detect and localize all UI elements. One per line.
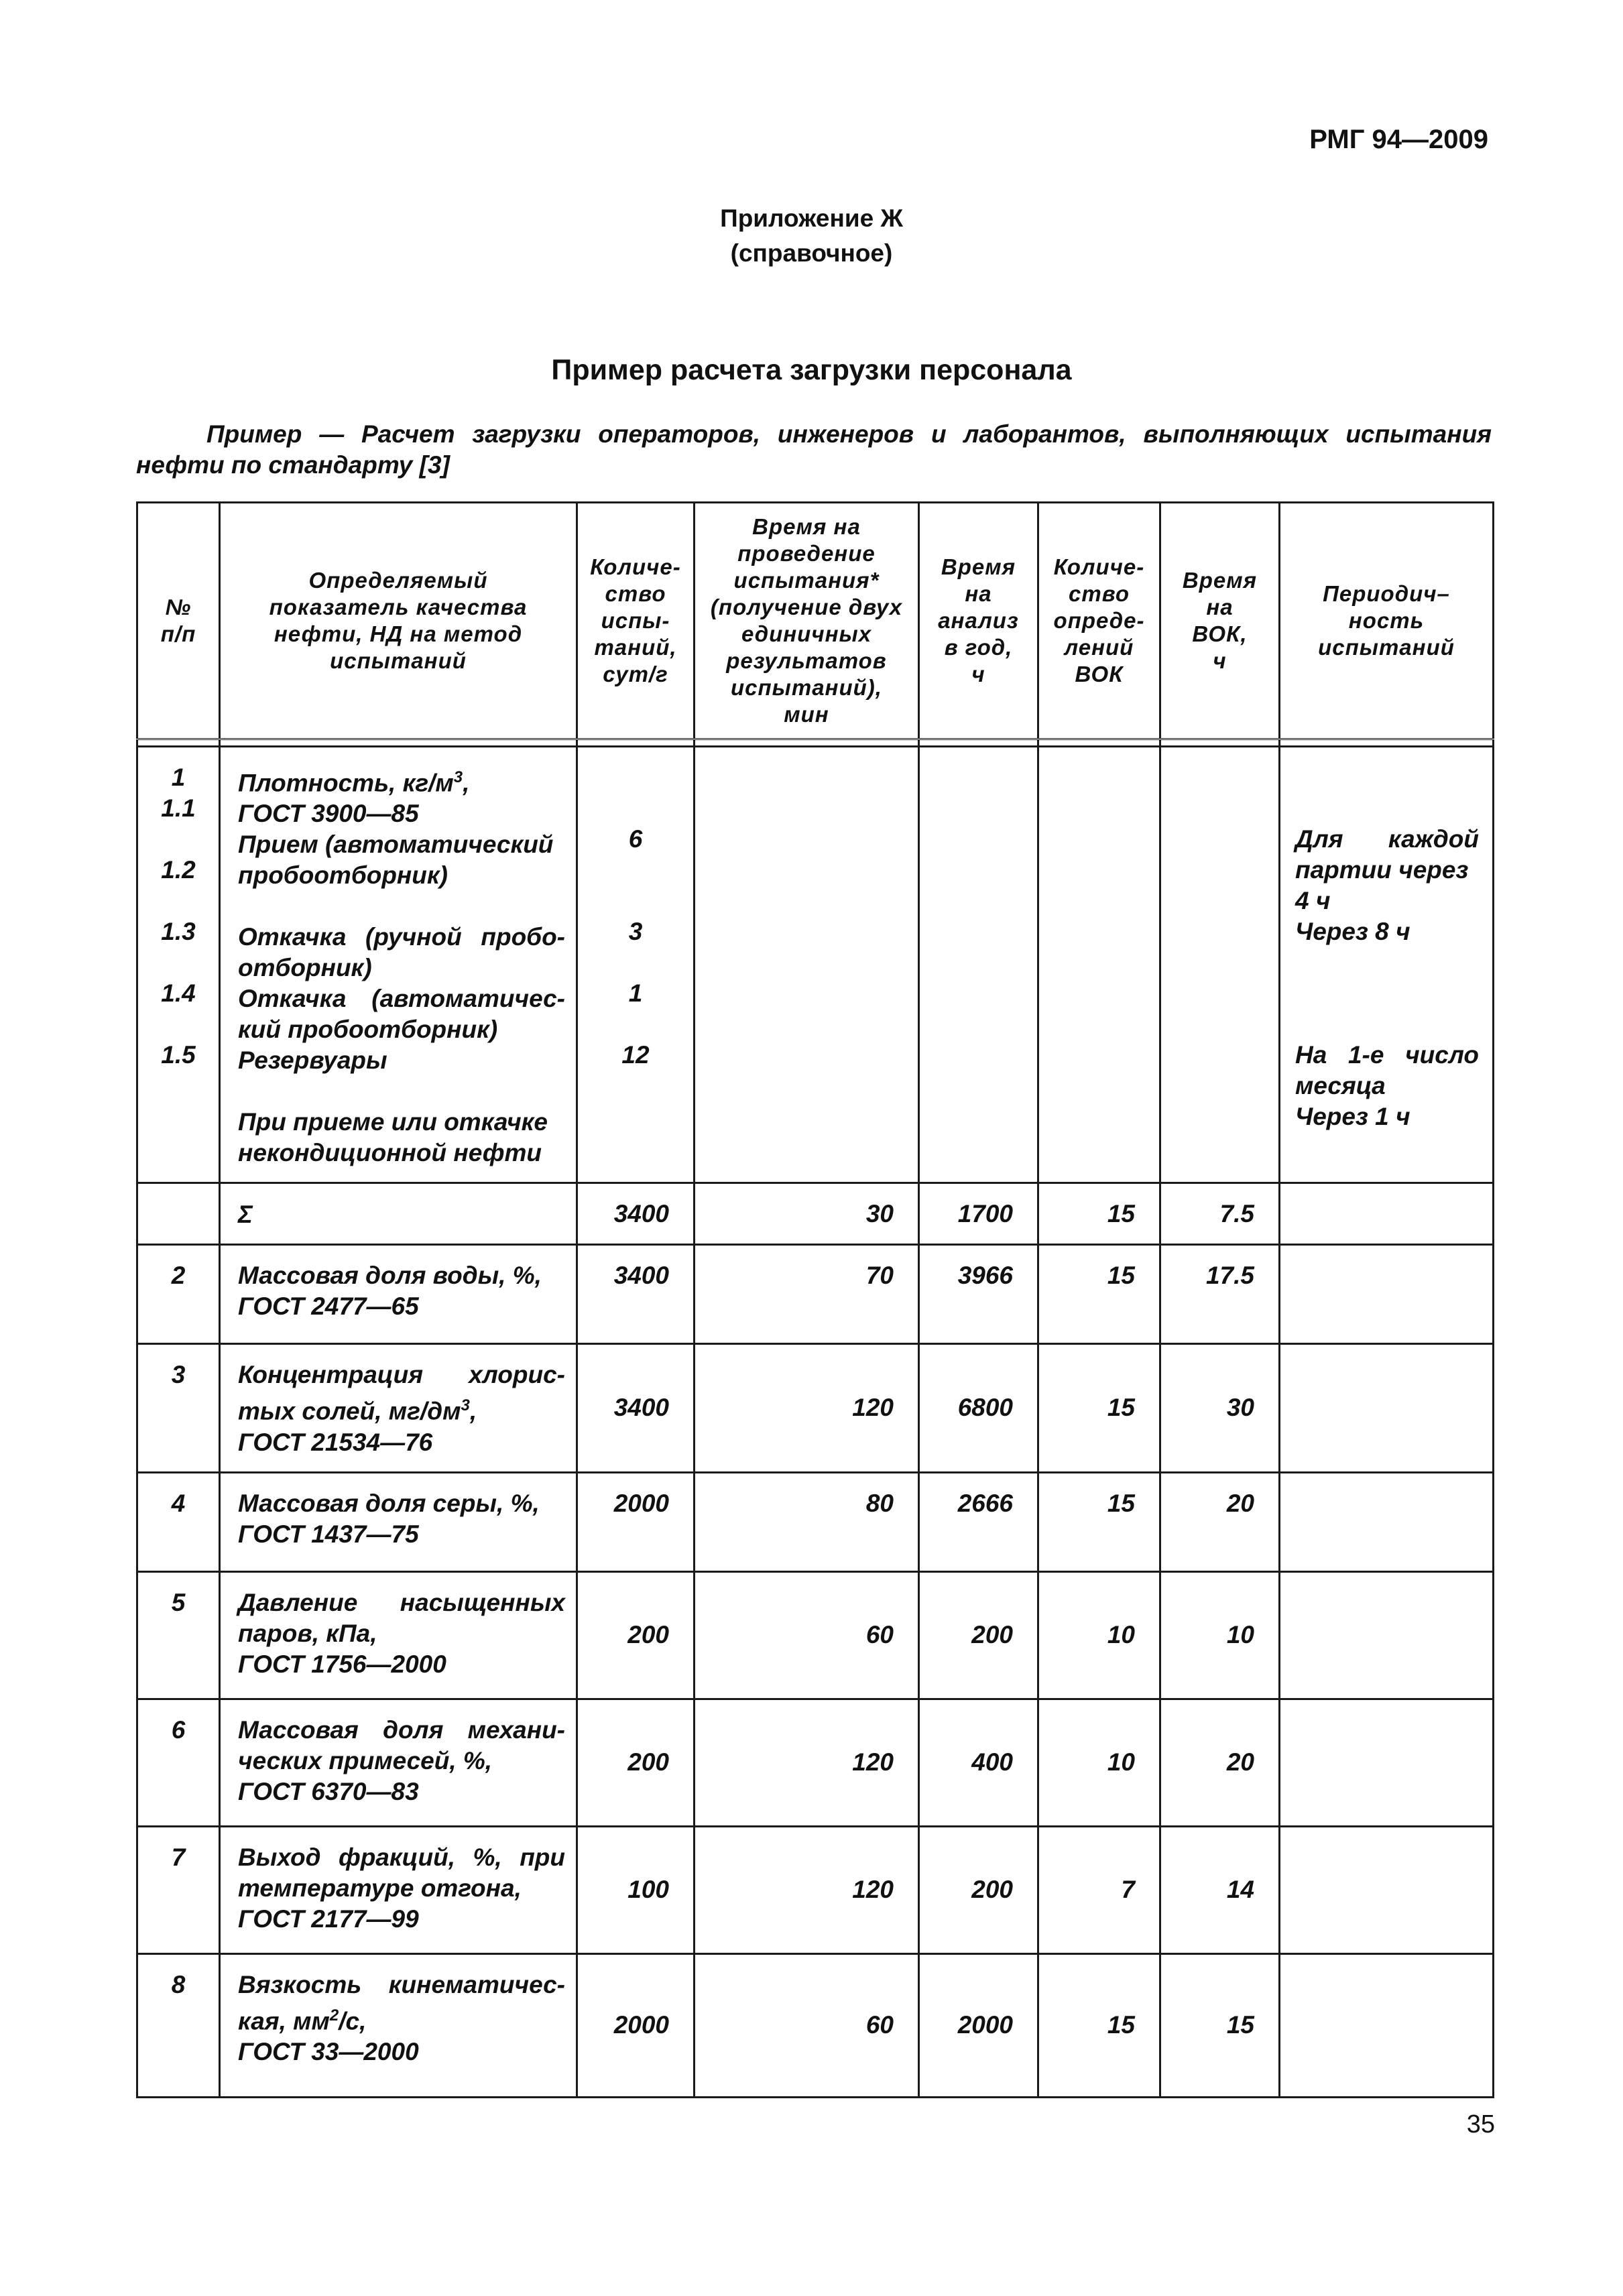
spacer <box>578 855 693 886</box>
indicator-cell <box>220 747 577 1183</box>
intro-paragraph <box>136 419 1492 481</box>
superscript: 3 <box>461 1396 470 1415</box>
row-number: 1.2 <box>161 856 196 884</box>
annex-title: Приложение Ж <box>720 204 903 232</box>
indicator-line: ГОСТ 33—2000 <box>238 2037 419 2065</box>
indicator-line: ГОСТ 1756—2000 <box>238 1650 446 1678</box>
annex-subtitle: (справочное) <box>730 239 893 267</box>
empty-cell <box>1280 1245 1494 1344</box>
header-line: ВОК <box>1075 662 1124 686</box>
test-time-value: 120 <box>695 1826 919 1953</box>
intro-line-1: Пример — Расчет загрузки операторов, инженеров и лаборантов, выполняющих испытания <box>206 420 1492 448</box>
empty-cell <box>1280 1183 1494 1245</box>
table-body <box>137 1245 1494 2097</box>
header-test-time <box>695 503 919 739</box>
intro-line-2: нефти по стандарту [3] <box>136 451 450 479</box>
test-count-value: 3400 <box>577 1344 695 1472</box>
indicator-line: Откачка (ручной пробо- <box>238 923 565 951</box>
empty-cell <box>1280 1699 1494 1826</box>
empty-cell <box>1280 1826 1494 1953</box>
row-number: 1.4 <box>161 979 196 1007</box>
header-number <box>137 503 220 739</box>
vok-time-value: 20 <box>1160 1699 1280 1826</box>
indicator-cell <box>220 1344 577 1472</box>
row-number: 2 <box>137 1245 220 1344</box>
spacer <box>578 762 693 793</box>
header-line: ство <box>1069 581 1130 606</box>
test-time-value: 70 <box>695 1245 919 1344</box>
yearly-time-value: 200 <box>919 1571 1038 1699</box>
test-count-value: 100 <box>577 1826 695 1953</box>
test-time-value: 120 <box>695 1344 919 1472</box>
sum-test-count: 3400 <box>577 1183 695 1245</box>
test-time-value: 120 <box>695 1699 919 1826</box>
indicator-text: Плотность, кг/м <box>238 769 454 797</box>
vok-count-value: 15 <box>1038 1344 1160 1472</box>
header-test-count <box>577 503 695 739</box>
header-line: Периодич– <box>1323 581 1450 606</box>
row-number: 1.1 <box>161 794 196 822</box>
row-number: 1.5 <box>161 1041 196 1069</box>
test-count-value: 2000 <box>577 1472 695 1571</box>
header-line: Количе- <box>590 554 681 579</box>
indicator-cell <box>220 1826 577 1953</box>
spacer <box>578 793 693 824</box>
indicator-line: ГОСТ 21534—76 <box>238 1428 433 1456</box>
indicator-line: Концентрация хлорис- <box>238 1361 565 1389</box>
table-row <box>137 1344 1494 1472</box>
periodicity-cell <box>1280 747 1494 1183</box>
header-line: (получение двух <box>710 595 903 619</box>
spacer <box>238 1076 565 1107</box>
vok-count-value: 7 <box>1038 1826 1160 1953</box>
indicator-line: кий пробоотборник) <box>238 1016 498 1044</box>
empty-cell <box>1160 747 1280 1183</box>
header-line: опреде- <box>1053 608 1145 633</box>
page-number: 35 <box>1466 2110 1495 2138</box>
table-row <box>137 1699 1494 1826</box>
page-title: Пример расчета загрузки персонала <box>551 354 1072 386</box>
header-indicator <box>220 503 577 739</box>
spacer <box>1295 793 1479 824</box>
yearly-time-value: 400 <box>919 1699 1038 1826</box>
indicator-line: паров, кПа, <box>238 1619 377 1647</box>
header-line: на <box>965 581 992 606</box>
header-line: Время <box>1182 568 1258 593</box>
header-line: ность <box>1348 608 1425 633</box>
row-number: 5 <box>137 1571 220 1699</box>
table-row <box>137 1953 1494 2097</box>
vok-count-value: 15 <box>1038 1245 1160 1344</box>
sum-yearly-time: 1700 <box>919 1183 1038 1245</box>
row-number: 7 <box>137 1826 220 1953</box>
header-line: таний, <box>594 635 677 660</box>
spacer <box>1295 978 1479 1009</box>
row-number: 8 <box>137 1953 220 2097</box>
spacer <box>238 891 565 922</box>
yearly-time-value: 200 <box>919 1826 1038 1953</box>
test-time-value: 60 <box>695 1571 919 1699</box>
header-line: результатов <box>726 648 887 673</box>
vok-time-value: 30 <box>1160 1344 1280 1472</box>
indicator-line: Выход фракций, %, при <box>238 1843 565 1871</box>
test-count-value: 200 <box>577 1699 695 1826</box>
indicator-cell <box>220 1472 577 1571</box>
table-row <box>137 1571 1494 1699</box>
test-time-value: 80 <box>695 1472 919 1571</box>
table-row-sum <box>137 1183 1494 1245</box>
header-line: мин <box>784 702 829 727</box>
row-number: 6 <box>137 1699 220 1826</box>
workload-table <box>136 501 1494 2098</box>
row-number: 4 <box>137 1472 220 1571</box>
test-count-value: 2000 <box>577 1953 695 2097</box>
indicator-line: Массовая доля воды, %, <box>238 1262 542 1290</box>
annex-heading <box>0 201 1623 271</box>
empty-cell <box>1280 1344 1494 1472</box>
header-line: лений <box>1064 635 1134 660</box>
header-line: испытания* <box>733 568 880 593</box>
header-line: ВОК, <box>1192 621 1248 646</box>
empty-cell <box>137 1183 220 1245</box>
header-line: № <box>165 595 192 619</box>
indicator-line: пробоотборник) <box>238 861 448 890</box>
header-vok-count <box>1038 503 1160 739</box>
vok-time-value: 20 <box>1160 1472 1280 1571</box>
header-line: Время <box>941 554 1016 579</box>
superscript: 2 <box>329 2006 339 2025</box>
test-count-value: 6 <box>628 825 643 853</box>
empty-cell <box>695 747 919 1183</box>
vok-time-value: 15 <box>1160 1953 1280 2097</box>
spacer <box>578 886 693 916</box>
header-line: испы- <box>601 608 670 633</box>
test-count-cell <box>577 747 695 1183</box>
sum-label: Σ <box>220 1183 577 1245</box>
header-divider <box>137 739 1494 747</box>
vok-count-value: 10 <box>1038 1571 1160 1699</box>
indicator-line: Откачка (автоматичес- <box>238 985 565 1013</box>
header-line: испытаний <box>1318 635 1455 660</box>
header-line: испытаний <box>330 648 467 673</box>
document-code: РМГ 94—2009 <box>1309 125 1488 154</box>
sum-vok-time: 7.5 <box>1160 1183 1280 1245</box>
indicator-line: Давление насыщенных <box>238 1588 565 1616</box>
table-row-density <box>137 747 1494 1183</box>
yearly-time-value: 6800 <box>919 1344 1038 1472</box>
indicator-line: кая, $мм^2/с$, <box>238 2006 367 2035</box>
indicator-line: ГОСТ 2177—99 <box>238 1905 419 1933</box>
indicator-line: некондиционной нефти <box>238 1139 542 1167</box>
indicator-cell <box>220 1699 577 1826</box>
header-line: анализ <box>938 608 1019 633</box>
spacer <box>138 886 219 916</box>
vok-count-value: 10 <box>1038 1699 1160 1826</box>
indicator-cell <box>220 1953 577 2097</box>
test-count-value: 200 <box>577 1571 695 1699</box>
indicator-line: Резервуары <box>238 1046 387 1075</box>
indicator-line: температуре отгона, <box>238 1874 522 1902</box>
test-time-value: 60 <box>695 1953 919 2097</box>
indicator-line: ГОСТ 1437—75 <box>238 1520 419 1548</box>
periodicity-line: партии через <box>1295 856 1469 884</box>
spacer <box>578 947 693 978</box>
test-count-value: 12 <box>621 1041 650 1069</box>
periodicity-line: Для каждой <box>1295 825 1479 853</box>
periodicity-line: На 1-е число <box>1295 1041 1479 1069</box>
header-line: проведение <box>737 541 876 566</box>
header-line: ство <box>605 581 666 606</box>
indicator-cell <box>220 1245 577 1344</box>
header-line: на <box>1206 595 1234 619</box>
header-line: сут/г <box>603 662 668 686</box>
empty-cell <box>1280 1953 1494 2097</box>
indicator-line: тых солей, $мг/дм^3$, <box>238 1396 477 1425</box>
row-number-cell <box>137 747 220 1183</box>
periodicity-line: Через 1 ч <box>1295 1103 1410 1130</box>
header-line: ч <box>1213 648 1227 673</box>
test-count-value: 3 <box>628 918 643 945</box>
yearly-time-value: 3966 <box>919 1245 1038 1344</box>
indicator-line: ГОСТ 3900—85 <box>238 800 419 828</box>
header-line: Время на <box>752 514 861 539</box>
header-line: нефти, НД на метод <box>274 621 523 646</box>
indicator-line: отборник) <box>238 954 372 982</box>
vok-time-value: 17.5 <box>1160 1245 1280 1344</box>
indicator-line: ГОСТ 6370—83 <box>238 1777 419 1805</box>
sum-test-time: 30 <box>695 1183 919 1245</box>
vok-count-value: 15 <box>1038 1953 1160 2097</box>
indicator-line <box>238 762 565 798</box>
table-row <box>137 1245 1494 1344</box>
yearly-time-value: 2666 <box>919 1472 1038 1571</box>
periodicity-line: 4 ч <box>1295 887 1331 914</box>
spacer <box>1295 947 1479 978</box>
periodicity-line: месяца <box>1295 1072 1386 1099</box>
superscript: 3 <box>453 768 463 786</box>
indicator-line: Массовая доля серы, %, <box>238 1489 540 1517</box>
periodicity-line: Через 8 ч <box>1295 918 1410 945</box>
indicator-line: ческих примесей, %, <box>238 1746 493 1774</box>
spacer <box>138 824 219 855</box>
row-number: 3 <box>137 1344 220 1472</box>
row-number: 1.3 <box>161 918 196 945</box>
header-line: показатель качества <box>269 595 528 619</box>
spacer <box>578 1009 693 1040</box>
spacer <box>1295 1009 1479 1040</box>
spacer <box>138 947 219 978</box>
indicator-text: , <box>463 769 470 797</box>
table-row <box>137 1826 1494 1953</box>
vok-time-value: 10 <box>1160 1571 1280 1699</box>
header-line: п/п <box>160 621 196 646</box>
yearly-time-value: 2000 <box>919 1953 1038 2097</box>
empty-cell <box>1038 747 1160 1183</box>
indicator-line: ГОСТ 2477—65 <box>238 1292 419 1321</box>
header-vok-time <box>1160 503 1280 739</box>
header-line: испытаний), <box>731 675 882 700</box>
empty-cell <box>919 747 1038 1183</box>
header-line: Определяемый <box>308 568 488 593</box>
empty-cell <box>1280 1571 1494 1699</box>
header-periodicity <box>1280 503 1494 739</box>
test-count-value: 1 <box>628 979 643 1007</box>
indicator-line: При приеме или откачке <box>238 1108 548 1136</box>
vok-time-value: 14 <box>1160 1826 1280 1953</box>
table-row <box>137 1472 1494 1571</box>
test-count-value: 3400 <box>577 1245 695 1344</box>
vok-count-value: 15 <box>1038 1472 1160 1571</box>
header-line: в год, <box>944 635 1013 660</box>
header-line: ч <box>971 662 985 686</box>
indicator-line: Массовая доля механи- <box>238 1715 565 1744</box>
indicator-line: Прием (автоматический <box>238 831 554 859</box>
header-line: Количе- <box>1053 554 1145 579</box>
empty-cell <box>1280 1472 1494 1571</box>
indicator-cell <box>220 1571 577 1699</box>
header-line: единичных <box>741 621 872 646</box>
row-number: 1 <box>171 764 186 791</box>
table-header-row <box>137 503 1494 739</box>
header-yearly-time <box>919 503 1038 739</box>
sum-vok-count: 15 <box>1038 1183 1160 1245</box>
indicator-line: Вязкость кинематичес- <box>238 1970 565 1998</box>
spacer <box>1295 762 1479 793</box>
spacer <box>138 1009 219 1040</box>
